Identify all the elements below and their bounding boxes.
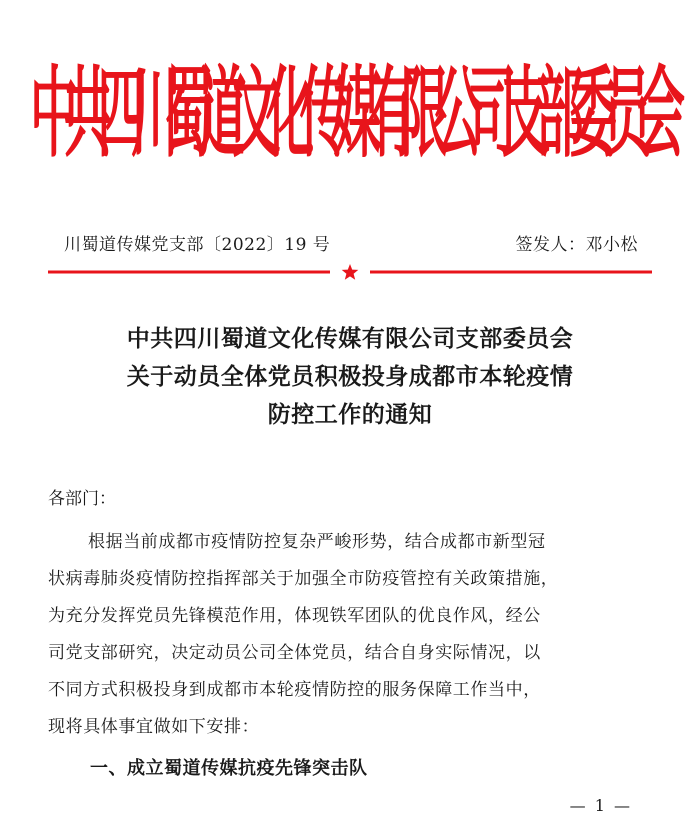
letterhead-char: 四 [97, 56, 146, 172]
section-heading: 一、成立蜀道传媒抗疫先锋突击队 [90, 758, 368, 779]
red-divider [48, 264, 652, 280]
letterhead-char: 文 [232, 56, 281, 172]
letterhead-char: 委 [569, 56, 618, 172]
letterhead-char: 司 [468, 56, 517, 172]
issuer: 签发人：邓小松 [515, 235, 638, 255]
salutation: 各部门： [48, 489, 116, 509]
letterhead-char: 公 [434, 56, 483, 172]
red-letterhead-title [30, 56, 685, 172]
letterhead-char: 员 [603, 56, 652, 172]
notice-title [40, 320, 660, 434]
divider-line-right [370, 271, 652, 274]
letterhead-char: 传 [299, 56, 348, 172]
letterhead-char: 会 [636, 56, 685, 172]
title-line: 中共四川蜀道文化传媒有限公司支部委员会 [126, 325, 574, 352]
letterhead-char: 川 [131, 56, 180, 172]
letterhead-char: 化 [266, 56, 315, 172]
page-number: — 1 — [569, 796, 632, 815]
letterhead-char: 共 [63, 56, 112, 172]
star-icon [342, 264, 359, 280]
letterhead-char: 有 [367, 56, 416, 172]
letterhead-char: 媒 [333, 56, 382, 172]
paragraph-line: 根据当前成都市疫情防控复杂严峻形势，结合成都市新型冠 [88, 532, 546, 552]
paragraph-line: 不同方式积极投身到成都市本轮疫情防控的服务保障工作当中， [48, 680, 541, 700]
body-paragraph [48, 524, 656, 746]
letterhead-char: 部 [535, 56, 584, 172]
letterhead-char: 蜀 [164, 56, 213, 172]
letterhead-char: 道 [198, 56, 247, 172]
document-meta-line [64, 226, 638, 256]
paragraph-line: 状病毒肺炎疫情防控指挥部关于加强全市防疫管控有关政策措施， [48, 569, 559, 589]
paragraph-line: 司党支部研究，决定动员公司全体党员，结合自身实际情况，以 [48, 643, 541, 663]
paragraph-line: 现将具体事宜做如下安排： [48, 717, 260, 737]
divider-line-left [48, 271, 330, 274]
letterhead-char: 支 [502, 56, 551, 172]
document-number: 川蜀道传媒党支部〔2022〕19 号 [64, 235, 331, 255]
title-line: 防控工作的通知 [267, 401, 433, 428]
paragraph-line: 为充分发挥党员先锋模范作用，体现铁军团队的优良作风，经公 [48, 606, 541, 626]
letterhead-char: 限 [400, 56, 449, 172]
title-line: 关于动员全体党员积极投身成都市本轮疫情 [126, 363, 574, 390]
letterhead-char: 中 [30, 56, 79, 172]
